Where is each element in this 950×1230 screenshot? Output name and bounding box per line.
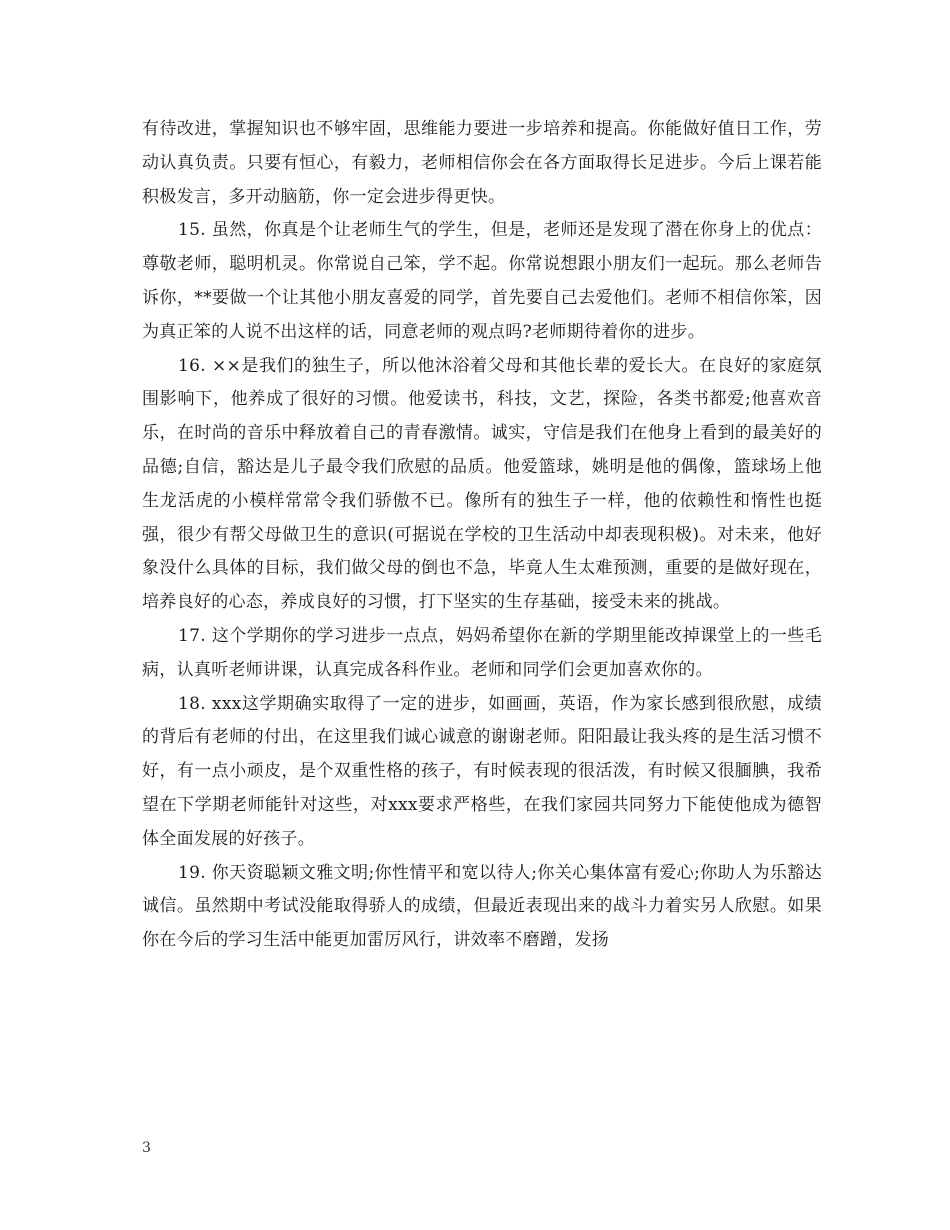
paragraph-item-19: 19. 你天资聪颖文雅文明;你性情平和宽以待人;你关心集体富有爱心;你助人为乐豁达诚信。虽然期中考试没能取得骄人的成绩，但最近表现出来的战斗力着实另人欣慰。如果你在今后的学习生活中能更加雷厉风行，讲效率不磨蹭，发扬 <box>142 862 822 951</box>
paragraph-item-17: 17. 这个学期你的学习进步一点点，妈妈希望你在新的学期里能改掉课堂上的一些毛病，认真听老师讲课，认真完成各科作业。老师和同学们会更加喜欢你的。 <box>142 625 822 680</box>
paragraph-continued: 有待改进，掌握知识也不够牢固，思维能力要进一步培养和提高。你能做好值日工作，劳动认真负责。只要有恒心，有毅力，老师相信你会在各方面取得长足进步。今后上课若能积极发言，多开动脑筋，你一定会进步得更快。 <box>142 119 822 207</box>
paragraph-item-16: 16. ××是我们的独生子，所以他沐浴着父母和其他长辈的爱长大。在良好的家庭氛围影响下，他养成了很好的习惯。他爱读书，科技，文艺，探险，各类书都爱;他喜欢音乐，在时尚的音乐中释放着自己的青春激情。诚实，守信是我们在他身上看到的最美好的品德;自信，豁达是儿子最令我们欣慰的品质。他爱篮球，姚明是他的偶像，篮球场上他生龙活虎的小模样常常令我们骄傲不已。像所有的独生子一样，他的依赖性和惰性也挺强，很少有帮父母做卫生的意识(可据说在学校的卫生活动中却表现积极)。对未来，他好象没什么具体的目标，我们做父母的倒也不急，毕竟人生太难预测，重要的是做好现在，培养良好的心态，养成良好的习惯，打下坚实的生存基础，接受未来的挑战。 <box>142 355 822 613</box>
page-number: 3 <box>142 1140 151 1156</box>
paragraph-item-15: 15. 虽然，你真是个让老师生气的学生，但是，老师还是发现了潜在你身上的优点：尊敬老师，聪明机灵。你常说自己笨，学不起。你常说想跟小朋友们一起玩。那么老师告诉你，**要做一个让其他小朋友喜爱的同学，首先要自己去爱他们。老师不相信你笨，因为真正笨的人说不出这样的话，同意老师的观点吗?老师期待着你的进步。 <box>142 220 822 342</box>
document-body <box>142 113 822 958</box>
paragraph-item-18: 18. xxx这学期确实取得了一定的进步，如画画，英语，作为家长感到很欣慰，成绩的背后有老师的付出，在这里我们诚心诚意的谢谢老师。阳阳最让我头疼的是生活习惯不好，有一点小顽皮，是个双重性格的孩子，有时候表现的很活泼，有时候又很腼腆，我希望在下学期老师能针对这些，对xxx要求严格些，在我们家园共同努力下能使他成为德智体全面发展的好孩子。 <box>142 693 822 849</box>
